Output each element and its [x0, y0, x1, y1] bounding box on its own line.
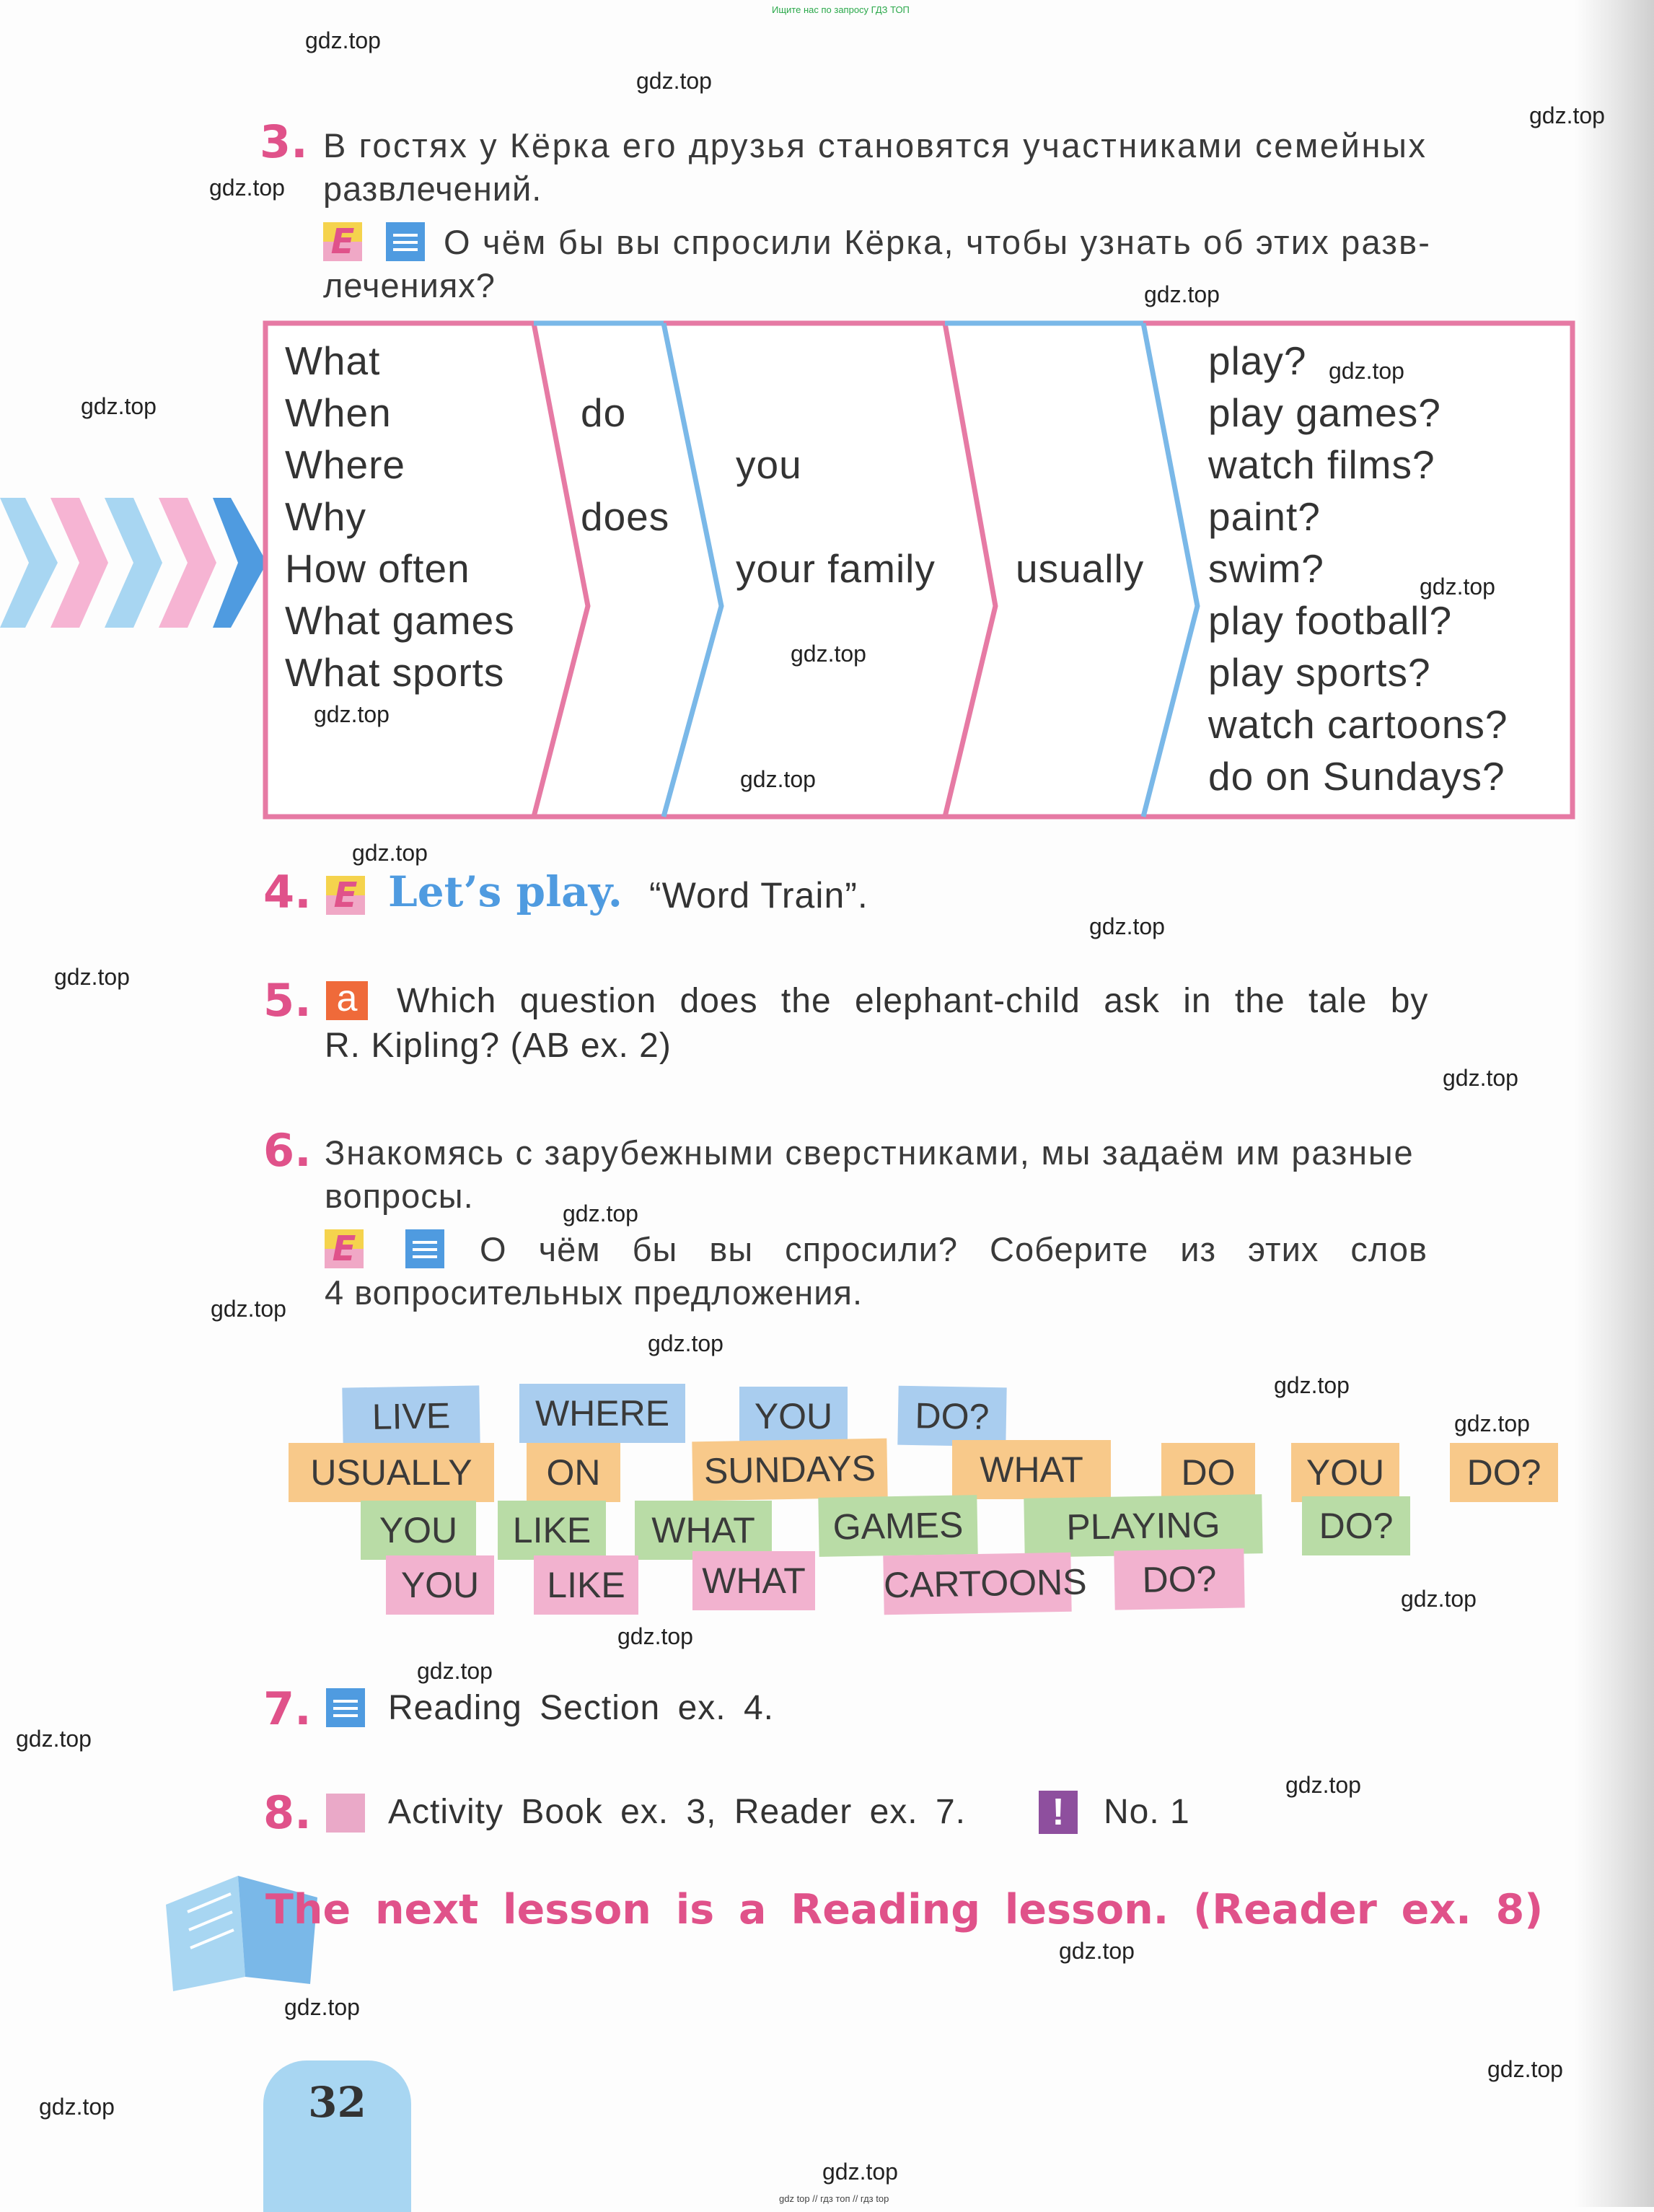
- ex3-line2: развлечений.: [323, 170, 542, 208]
- ex5-line1: Which question does the elephant-child ask in the tale by: [397, 982, 1429, 1020]
- watermark: gdz.top: [1420, 574, 1495, 600]
- ex6-number: 6.: [263, 1124, 312, 1177]
- word-card[interactable]: DO?: [1114, 1548, 1244, 1610]
- word-card[interactable]: DO: [1161, 1443, 1255, 1502]
- watermark: gdz.top: [1401, 1586, 1477, 1612]
- word-card[interactable]: CARTOONS: [883, 1553, 1071, 1615]
- word-card[interactable]: USUALLY: [289, 1443, 494, 1502]
- watermark: gdz.top: [822, 2159, 898, 2185]
- word-card[interactable]: YOU: [386, 1555, 494, 1615]
- book-icon: [326, 1688, 365, 1727]
- watermark: gdz.top: [1329, 358, 1404, 384]
- footer-note: gdz top // гдз топ // гдз top: [779, 2193, 889, 2204]
- verb-phrase: watch films?: [1208, 442, 1435, 487]
- word-card[interactable]: PLAYING: [1024, 1494, 1262, 1558]
- subject-word: you: [736, 442, 802, 487]
- word-card[interactable]: YOU: [361, 1501, 476, 1560]
- ex3-number: 3.: [260, 115, 308, 168]
- watermark: gdz.top: [417, 1658, 493, 1684]
- top-note: Ищите нас по запросу ГДЗ ТОП: [772, 4, 910, 15]
- ex6-line2: вопросы.: [325, 1177, 474, 1215]
- word-card[interactable]: YOU: [1291, 1443, 1399, 1502]
- ex7-text: Reading Section ex. 4.: [388, 1689, 774, 1727]
- arrow-4: [159, 498, 216, 628]
- exclamation-icon: !: [1039, 1791, 1078, 1834]
- watermark: gdz.top: [1529, 102, 1605, 128]
- aux-word: do: [581, 390, 627, 435]
- q-word: What: [285, 338, 381, 383]
- ex8-number: 8.: [263, 1786, 312, 1839]
- ex3-task-line2: лечениях?: [323, 266, 496, 304]
- watermark: gdz.top: [636, 68, 712, 94]
- word-card[interactable]: WHERE: [519, 1384, 685, 1443]
- decorative-arrows: [0, 491, 274, 635]
- q-word: Why: [285, 494, 366, 539]
- word-card[interactable]: DO?: [897, 1386, 1006, 1447]
- q-word: When: [285, 390, 392, 435]
- e-icon: E: [323, 222, 362, 261]
- word-card[interactable]: DO?: [1302, 1496, 1410, 1555]
- watermark: gdz.top: [1144, 281, 1220, 307]
- verb-phrase: do on Sundays?: [1208, 754, 1505, 799]
- book-spine-shadow: [1575, 0, 1654, 2207]
- word-card[interactable]: LIVE: [342, 1385, 480, 1447]
- watermark: gdz.top: [284, 1994, 360, 2020]
- word-card[interactable]: SUNDAYS: [692, 1439, 887, 1501]
- watermark: gdz.top: [791, 641, 866, 667]
- watermark: gdz.top: [305, 27, 381, 53]
- watermark: gdz.top: [648, 1330, 723, 1356]
- verb-phrase: play football?: [1208, 598, 1453, 643]
- house-icon: [326, 1794, 365, 1833]
- ex5-number: 5.: [263, 974, 312, 1027]
- verb-phrase: swim?: [1208, 546, 1324, 591]
- watermark: gdz.top: [1454, 1410, 1530, 1436]
- ex7-number: 7.: [263, 1682, 312, 1735]
- arrow-1: [0, 498, 58, 628]
- verb-phrase: watch cartoons?: [1208, 702, 1508, 747]
- a-icon: a: [326, 981, 368, 1020]
- watermark: gdz.top: [39, 2094, 115, 2120]
- arrow-5: [213, 498, 267, 628]
- watermark: gdz.top: [352, 840, 428, 866]
- ex8-text: Activity Book ex. 3, Reader ex. 7.: [388, 1793, 966, 1831]
- watermark: gdz.top: [209, 175, 285, 201]
- page-number: 32: [308, 2078, 366, 2127]
- watermark: gdz.top: [1285, 1772, 1361, 1798]
- word-card[interactable]: WHAT: [635, 1501, 772, 1560]
- aux-word: does: [581, 494, 670, 539]
- ex4-text: “Word Train”.: [649, 875, 868, 916]
- e-icon: E: [325, 1229, 364, 1268]
- ex5-line2: R. Kipling? (AB ex. 2): [325, 1027, 672, 1065]
- arrow-3: [105, 498, 162, 628]
- q-word: What games: [285, 598, 515, 643]
- word-card[interactable]: DO?: [1450, 1443, 1558, 1502]
- word-card[interactable]: LIKE: [498, 1501, 606, 1560]
- watermark: gdz.top: [563, 1201, 638, 1226]
- watermark: gdz.top: [54, 964, 130, 990]
- word-card[interactable]: ON: [527, 1443, 620, 1502]
- watermark: gdz.top: [1059, 1938, 1135, 1964]
- ex3-line1: В гостях у Кёрка его друзья становятся участниками семейных: [323, 126, 1428, 164]
- watermark: gdz.top: [1274, 1372, 1350, 1398]
- subject-word: your family: [736, 546, 936, 591]
- ex3-task-line1: О чём бы вы спросили Кёрка, чтобы узнать об этих разв-: [444, 223, 1432, 261]
- arrow-2: [50, 498, 108, 628]
- word-card[interactable]: YOU: [739, 1387, 848, 1446]
- watermark: gdz.top: [1487, 2056, 1563, 2082]
- book-icon: [386, 222, 425, 261]
- watermark: gdz.top: [1443, 1065, 1518, 1091]
- e-icon: E: [326, 876, 365, 915]
- ex8-no: No. 1: [1104, 1793, 1190, 1831]
- verb-phrase: paint?: [1208, 494, 1321, 539]
- watermark: gdz.top: [1089, 913, 1165, 939]
- adverb-word: usually: [1016, 546, 1145, 591]
- word-card[interactable]: GAMES: [818, 1495, 977, 1557]
- watermark: gdz.top: [211, 1296, 286, 1322]
- watermark: gdz.top: [617, 1623, 693, 1649]
- ex6-task-line1: О чём бы вы спросили? Соберите из этих слов: [480, 1230, 1428, 1268]
- q-word: What sports: [285, 650, 505, 695]
- word-card[interactable]: LIKE: [534, 1555, 638, 1615]
- next-lesson-text: The next lesson is a Reading lesson. (Reader ex. 8): [265, 1886, 1544, 1934]
- book-icon: [405, 1229, 444, 1268]
- word-card[interactable]: WHAT: [952, 1440, 1111, 1499]
- q-word: How often: [285, 546, 470, 591]
- word-card[interactable]: WHAT: [692, 1551, 815, 1610]
- watermark: gdz.top: [740, 766, 816, 792]
- q-word: Where: [285, 442, 405, 487]
- watermark: gdz.top: [81, 393, 157, 419]
- watermark: gdz.top: [16, 1726, 92, 1752]
- ex4-title: Let’s play.: [388, 867, 623, 916]
- ex6-task-line2: 4 вопросительных предложения.: [325, 1273, 863, 1312]
- ex4-number: 4.: [263, 866, 312, 918]
- verb-phrase: play?: [1208, 338, 1307, 383]
- watermark: gdz.top: [314, 701, 390, 727]
- ex6-line1: Знакомясь с зарубежными сверстниками, мы задаём им разные: [325, 1133, 1415, 1172]
- verb-phrase: play sports?: [1208, 650, 1431, 695]
- verb-phrase: play games?: [1208, 390, 1441, 435]
